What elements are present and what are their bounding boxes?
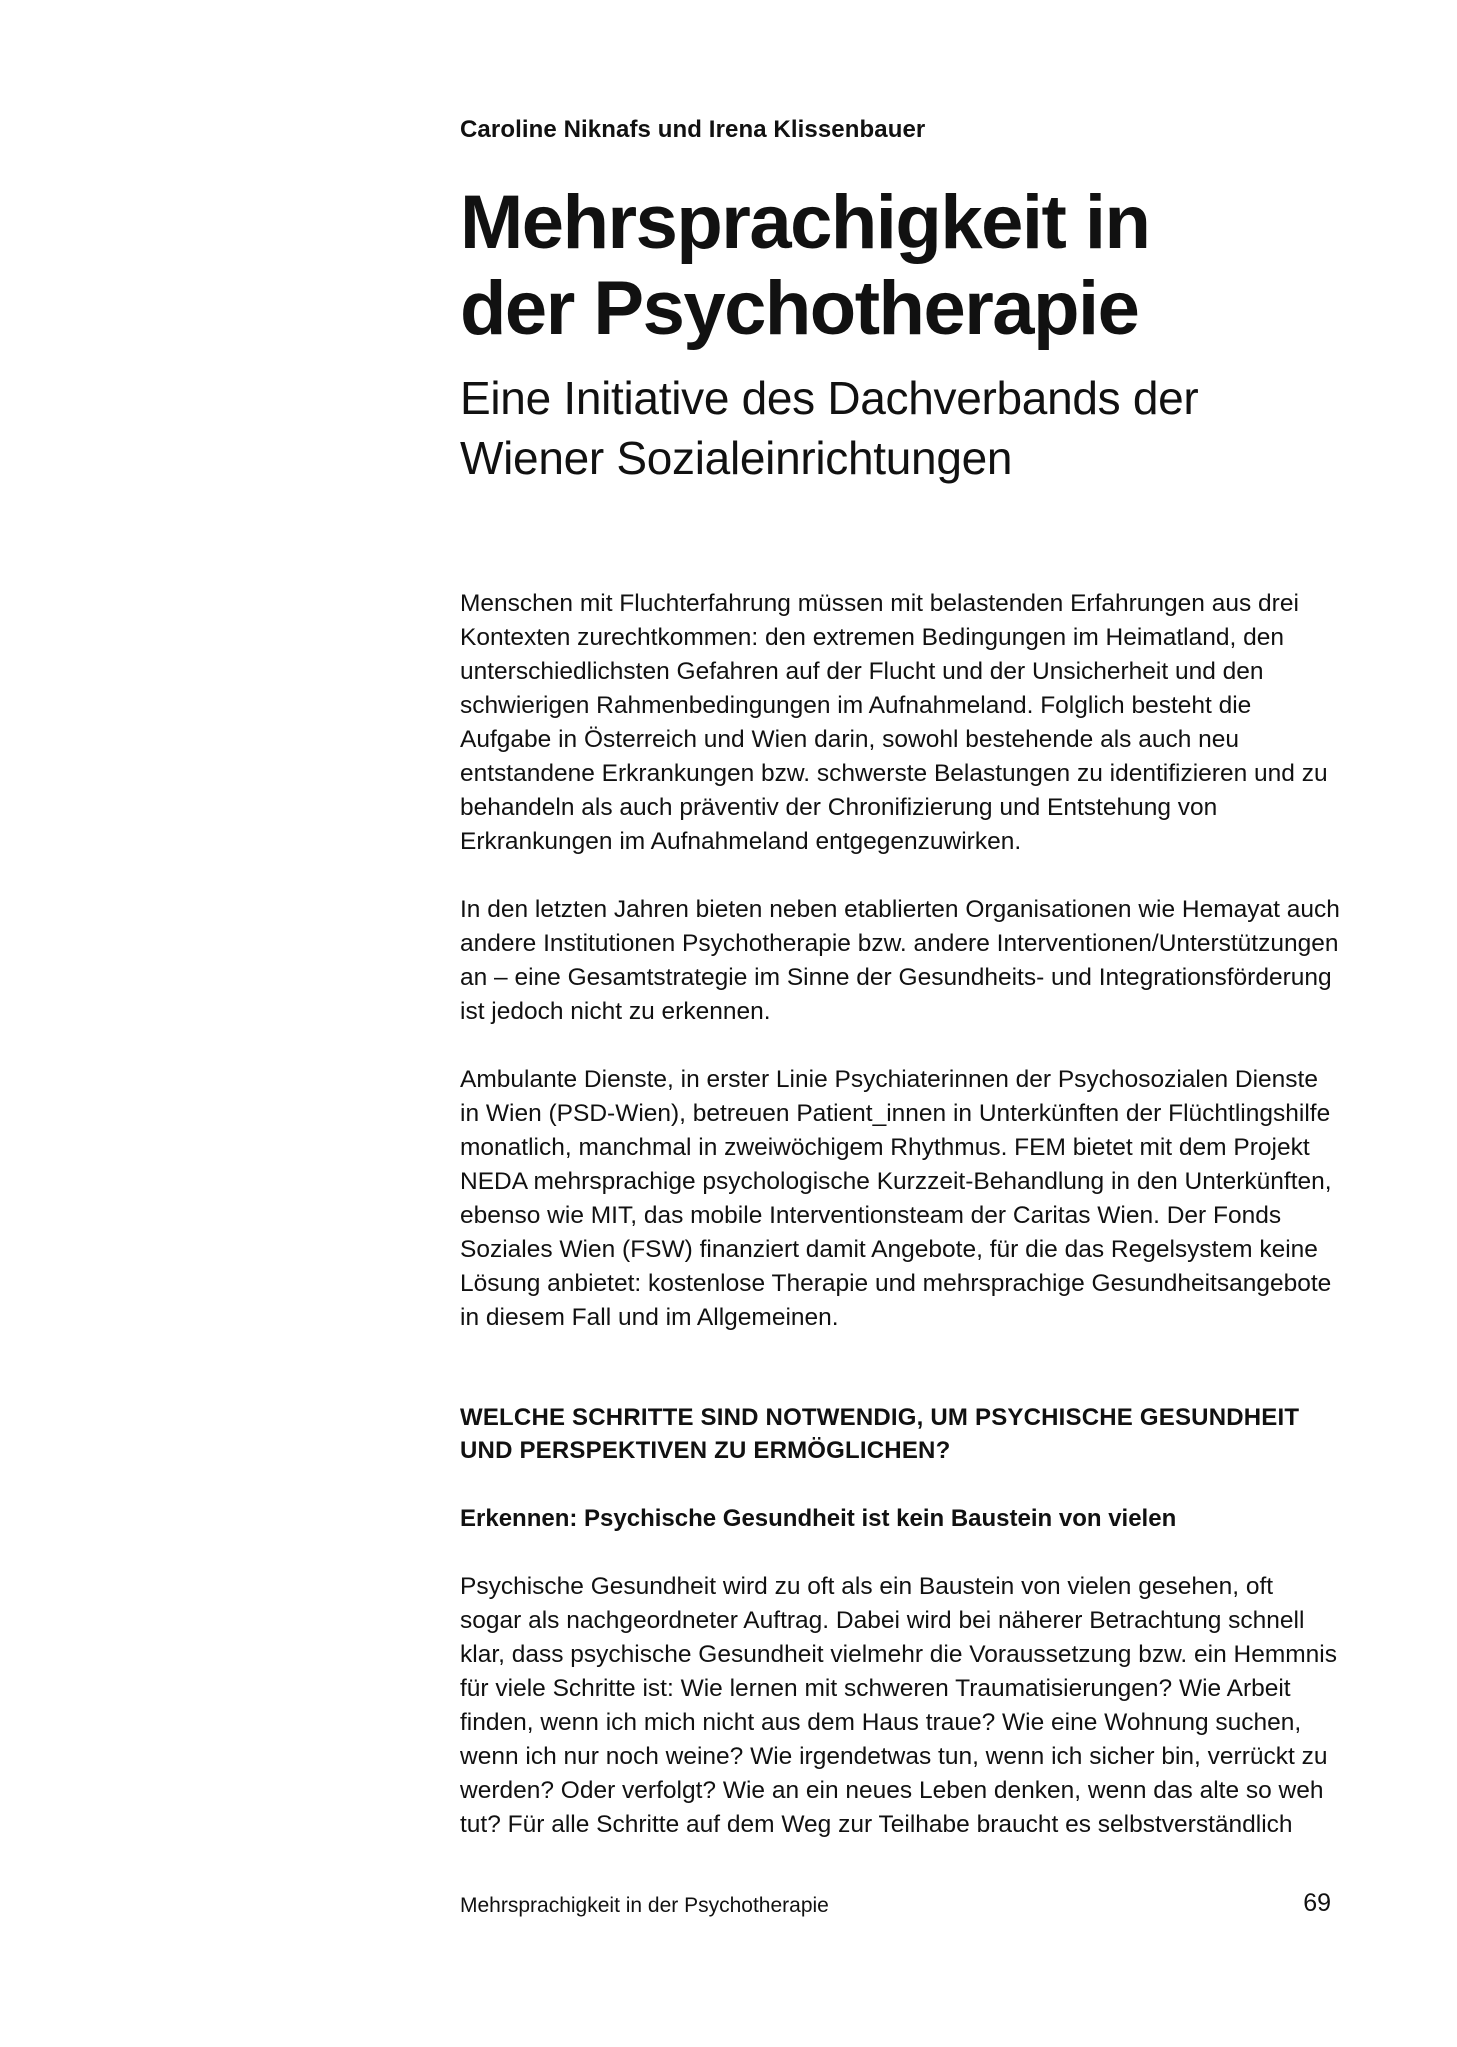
article-title-line-2: der Psychotherapie <box>460 266 1139 351</box>
body-paragraph-4: Psychische Gesundheit wird zu oft als ein Baustein von vielen gesehen, oft sogar als nachgeordneter Auftrag. Dabei wird bei näherer Betrachtung schnell klar, dass psychische Gesundheit vielmehr die Voraussetzung bzw. ein Hemmnis für viele Schritte ist: Wie lernen mit schweren Traumatisierungen? Wie Arbeit finden, wenn ich mich nicht aus dem Haus traue? Wie eine Wohnung suchen, wenn ich nur noch weine? Wie irgendetwas tun, wenn ich sicher bin, verrückt zu werden? Oder verfolgt? Wie an ein neues Leben denken, wenn das alte so weh tut? Für alle Schritte auf dem Weg zur Teilhabe braucht es selbstverständlich <box>460 1573 1337 1838</box>
footer-running-title: Mehrsprachigkeit in der Psychotherapie <box>460 1894 829 1917</box>
subsection-heading: Erkennen: Psychische Gesundheit ist kein Baustein von vielen <box>460 1505 1177 1532</box>
article-title <box>460 180 1340 352</box>
author-line: Caroline Niknafs und Irena Klissenbauer <box>460 116 926 143</box>
section-heading-line-1: WELCHE SCHRITTE SIND NOTWENDIG, UM PSYCHISCHE GESUNDHEIT <box>460 1404 1300 1431</box>
body-paragraph-2: In den letzten Jahren bieten neben etablierten Organisationen wie Hemayat auch andere Institutionen Psychotherapie bzw. andere Interventionen/Unterstützungen an – eine Gesamtstrategie im Sinne der Gesundheits- und Integrationsförderung ist jedoch nicht zu erkennen. <box>460 896 1340 1025</box>
article-title-line-1: Mehrsprachigkeit in <box>460 180 1150 265</box>
section-heading-line-2: UND PERSPEKTIVEN ZU ERMÖGLICHEN? <box>460 1437 951 1464</box>
page-number: 69 <box>1303 1889 1331 1917</box>
article-subtitle-line-1: Eine Initiative des Dachverbands der <box>460 372 1199 424</box>
article-subtitle-line-2: Wiener Sozialeinrichtungen <box>460 432 1013 484</box>
body-paragraph-1: Menschen mit Fluchterfahrung müssen mit belastenden Erfahrungen aus drei Kontexten zurechtkommen: den extremen Bedingungen im Heimatland, den unterschiedlichsten Gefahren auf der Flucht und der Unsicherheit und den schwierigen Rahmenbedingungen im Aufnahmeland. Folglich besteht die Aufgabe in Österreich und Wien darin, sowohl bestehende als auch neu entstandene Erkrankungen bzw. schwerste Belastungen zu identifizieren und zu behandeln als auch präventiv der Chronifizierung und Entstehung von Erkrankungen im Aufnahmeland entgegenzuwirken. <box>460 590 1328 855</box>
body-paragraph-3: Ambulante Dienste, in erster Linie Psychiaterinnen der Psychosozialen Dienste in Wien (PSD-Wien), betreuen Patient_innen in Unterkünften der Flüchtlingshilfe monatlich, manchmal in zweiwöchigem Rhythmus. FEM bietet mit dem Projekt NEDA mehrsprachige psychologische Kurzzeit-Behandlung in den Unterkünften, ebenso wie MIT, das mobile Interventionsteam der Caritas Wien. Der Fonds Soziales Wien (FSW) finanziert damit Angebote, für die das Regelsystem keine Lösung anbietet: kostenlose Therapie und mehrsprachige Gesundheitsangebote in diesem Fall und im Allgemeinen. <box>460 1066 1332 1331</box>
article-subtitle <box>460 368 1340 488</box>
section-heading <box>460 1401 1340 1467</box>
